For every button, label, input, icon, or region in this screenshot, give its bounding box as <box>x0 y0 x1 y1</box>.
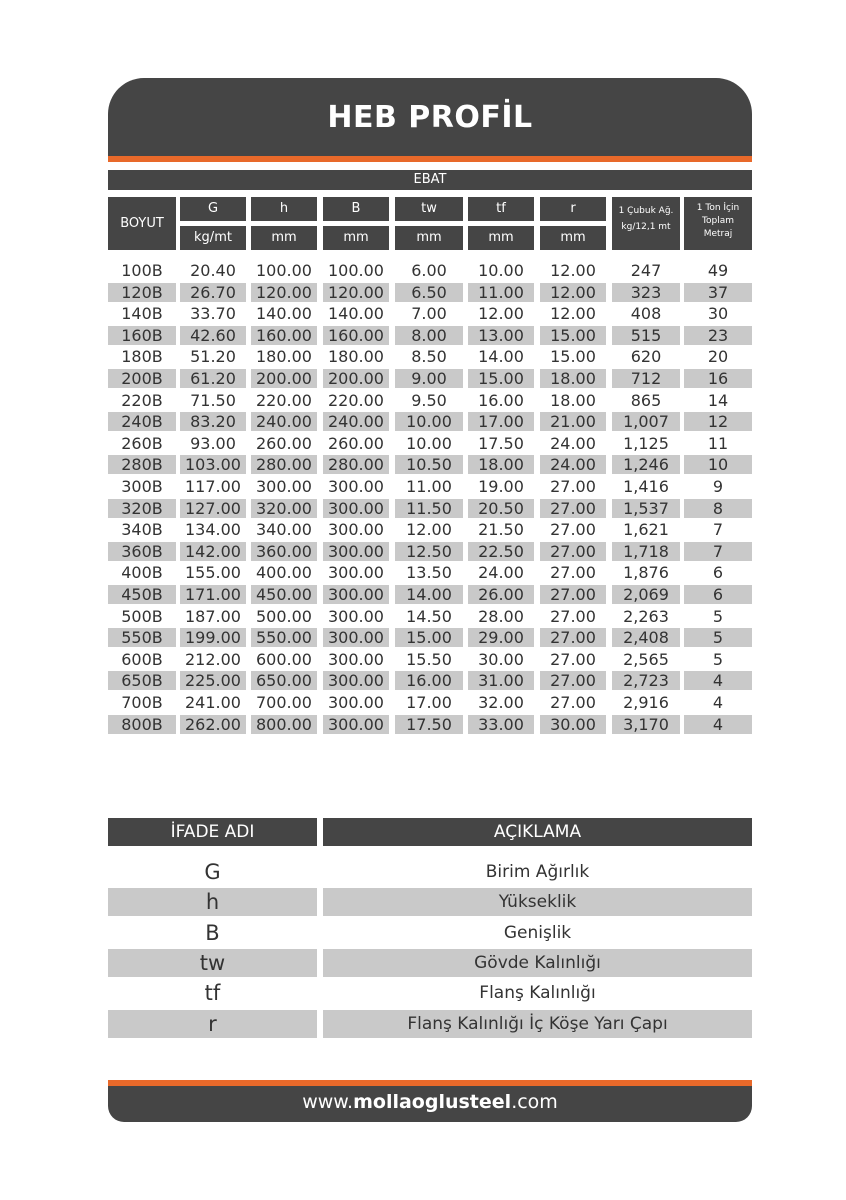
cell-ton-metraj: 30 <box>707 304 729 324</box>
cell-r: 27.00 <box>540 628 606 647</box>
cell-boyut: 160B <box>108 326 176 345</box>
legend-description: Birim Ağırlık <box>485 862 590 882</box>
cell-ton-metraj: 11 <box>707 433 729 453</box>
cell-cubuk-weight: 1,718 <box>612 542 680 561</box>
legend-symbol: G <box>204 860 221 884</box>
cell-r: 12.00 <box>550 304 596 324</box>
col-unit-g: kg/mt <box>180 226 246 250</box>
cell-g: 171.00 <box>180 585 246 604</box>
cell-tf: 33.00 <box>468 715 534 734</box>
cell-r: 15.00 <box>550 347 596 367</box>
cell-boyut: 100B <box>121 261 163 280</box>
cell-cubuk-weight: 1,125 <box>623 433 669 453</box>
cell-g: 262.00 <box>180 715 246 734</box>
cell-cubuk-weight: 247 <box>630 261 662 280</box>
cell-boyut: 280B <box>108 455 176 474</box>
cell-boyut: 180B <box>121 347 163 367</box>
legend-description: Gövde Kalınlığı <box>323 949 752 977</box>
cell-tw: 17.50 <box>395 715 463 734</box>
cell-boyut: 400B <box>121 563 163 583</box>
cell-g: 83.20 <box>180 412 246 431</box>
cell-ton-metraj: 6 <box>684 585 752 604</box>
cell-r: 27.00 <box>550 693 596 712</box>
cell-h: 400.00 <box>256 563 312 583</box>
cell-r: 27.00 <box>550 520 596 540</box>
page-title: HEB PROFİL <box>327 100 533 135</box>
url-suffix: .com <box>511 1091 558 1113</box>
cell-boyut: 700B <box>121 693 163 712</box>
cell-h: 220.00 <box>256 390 312 410</box>
cell-cubuk-weight: 323 <box>612 283 680 302</box>
cell-tf: 10.00 <box>478 261 524 280</box>
cell-tf: 17.00 <box>468 412 534 431</box>
cell-cubuk-weight: 2,565 <box>623 649 669 669</box>
cell-tw: 15.50 <box>406 649 452 669</box>
cell-tf: 20.50 <box>468 499 534 518</box>
cell-tw: 11.50 <box>395 499 463 518</box>
col-header-b: B <box>323 197 389 221</box>
cell-b: 300.00 <box>323 628 389 647</box>
cell-cubuk-weight: 1,621 <box>623 520 669 540</box>
cell-tw: 9.50 <box>411 390 447 410</box>
cell-b: 220.00 <box>328 390 384 410</box>
cell-b: 160.00 <box>323 326 389 345</box>
cell-h: 140.00 <box>256 304 312 324</box>
col-unit-b: mm <box>323 226 389 250</box>
cell-h: 500.00 <box>256 606 312 626</box>
table-row <box>108 412 752 431</box>
table-row <box>108 607 752 626</box>
cell-ton-metraj: 23 <box>684 326 752 345</box>
col-header-boyut: BOYUT <box>108 197 176 250</box>
cell-cubuk-weight: 2,069 <box>612 585 680 604</box>
cell-tw: 17.00 <box>406 693 452 712</box>
table-row <box>108 369 752 388</box>
cell-ton-metraj: 5 <box>712 606 724 626</box>
col-header-tf: tf <box>468 197 534 221</box>
cell-boyut: 360B <box>108 542 176 561</box>
cell-tf: 11.00 <box>468 283 534 302</box>
col-unit-tf: mm <box>468 226 534 250</box>
table-row <box>108 434 752 453</box>
cell-cubuk-weight: 1,416 <box>623 477 669 496</box>
cell-tw: 7.00 <box>411 304 447 324</box>
legend-symbol: h <box>108 888 317 916</box>
cell-tw: 8.00 <box>395 326 463 345</box>
table-row <box>108 650 752 669</box>
legend-row <box>108 949 752 977</box>
cell-r: 12.00 <box>550 261 596 280</box>
cell-tw: 11.00 <box>406 477 452 496</box>
cell-tw: 14.00 <box>395 585 463 604</box>
cell-tf: 22.50 <box>468 542 534 561</box>
cell-boyut: 200B <box>108 369 176 388</box>
legend-symbol: r <box>108 1010 317 1038</box>
cell-cubuk-weight: 1,537 <box>612 499 680 518</box>
cell-tf: 32.00 <box>478 693 524 712</box>
cell-h: 120.00 <box>251 283 317 302</box>
cell-b: 300.00 <box>328 563 384 583</box>
cell-tw: 10.00 <box>395 412 463 431</box>
cell-b: 120.00 <box>323 283 389 302</box>
cell-ton-metraj: 5 <box>684 628 752 647</box>
cell-ton-metraj: 37 <box>684 283 752 302</box>
cell-tw: 10.00 <box>406 433 452 453</box>
cell-boyut: 260B <box>121 433 163 453</box>
cell-r: 27.00 <box>540 671 606 690</box>
cell-boyut: 300B <box>121 477 163 496</box>
cell-b: 100.00 <box>328 261 384 280</box>
cell-g: 199.00 <box>180 628 246 647</box>
cell-r: 27.00 <box>550 606 596 626</box>
cell-tf: 15.00 <box>468 369 534 388</box>
cell-tw: 12.50 <box>395 542 463 561</box>
url-brand: mollaoglusteel <box>353 1091 512 1113</box>
cell-h: 340.00 <box>256 520 312 540</box>
cell-r: 27.00 <box>550 563 596 583</box>
legend-row <box>108 888 752 916</box>
cell-r: 15.00 <box>540 326 606 345</box>
cell-g: 20.40 <box>190 261 236 280</box>
cell-ton-metraj: 14 <box>707 390 729 410</box>
cell-boyut: 320B <box>108 499 176 518</box>
cell-b: 180.00 <box>328 347 384 367</box>
cell-boyut: 120B <box>108 283 176 302</box>
cell-h: 200.00 <box>251 369 317 388</box>
cell-g: 103.00 <box>180 455 246 474</box>
cell-g: 142.00 <box>180 542 246 561</box>
cell-tw: 6.50 <box>395 283 463 302</box>
cell-h: 360.00 <box>251 542 317 561</box>
cell-ton-metraj: 6 <box>712 563 724 583</box>
cell-tw: 13.50 <box>406 563 452 583</box>
cell-boyut: 220B <box>121 390 163 410</box>
table-row <box>108 455 752 474</box>
cell-b: 280.00 <box>323 455 389 474</box>
cell-g: 134.00 <box>185 520 241 540</box>
cell-r: 30.00 <box>540 715 606 734</box>
col-header-r: r <box>540 197 606 221</box>
cell-tf: 28.00 <box>478 606 524 626</box>
cell-h: 320.00 <box>251 499 317 518</box>
cell-b: 300.00 <box>323 542 389 561</box>
table-row <box>108 326 752 345</box>
cell-boyut: 600B <box>121 649 163 669</box>
cell-h: 240.00 <box>251 412 317 431</box>
cell-tw: 8.50 <box>411 347 447 367</box>
cell-b: 200.00 <box>323 369 389 388</box>
cell-tw: 9.00 <box>395 369 463 388</box>
cell-r: 27.00 <box>540 499 606 518</box>
cell-tw: 10.50 <box>395 455 463 474</box>
cell-cubuk-weight: 1,246 <box>612 455 680 474</box>
legend-symbol: tw <box>108 949 317 977</box>
cell-r: 24.00 <box>550 433 596 453</box>
cell-g: 71.50 <box>190 390 236 410</box>
table-row <box>108 391 752 410</box>
cell-ton-metraj: 4 <box>684 715 752 734</box>
cell-boyut: 550B <box>108 628 176 647</box>
cell-h: 800.00 <box>251 715 317 734</box>
cell-boyut: 240B <box>108 412 176 431</box>
table-row <box>108 585 752 604</box>
cell-ton-metraj: 12 <box>684 412 752 431</box>
cell-cubuk-weight: 620 <box>630 347 662 367</box>
cell-cubuk-weight: 712 <box>612 369 680 388</box>
cell-b: 300.00 <box>328 693 384 712</box>
table-row <box>108 693 752 712</box>
cell-g: 241.00 <box>185 693 241 712</box>
cell-r: 18.00 <box>550 390 596 410</box>
cell-cubuk-weight: 408 <box>630 304 662 324</box>
cell-cubuk-weight: 2,408 <box>612 628 680 647</box>
cell-r: 27.00 <box>550 649 596 669</box>
legend-header-desc: AÇIKLAMA <box>323 818 752 846</box>
cell-h: 300.00 <box>256 477 312 496</box>
cell-cubuk-weight: 2,916 <box>623 693 669 712</box>
table-row <box>108 499 752 518</box>
cell-b: 140.00 <box>328 304 384 324</box>
cell-ton-metraj: 4 <box>684 671 752 690</box>
cell-b: 300.00 <box>328 477 384 496</box>
cell-ton-metraj: 49 <box>707 261 729 280</box>
col-unit-tw: mm <box>395 226 463 250</box>
table-row <box>108 283 752 302</box>
cell-tw: 15.00 <box>395 628 463 647</box>
col-header-cubuk-line1: 1 Çubuk Ağ. <box>618 206 674 216</box>
cell-ton-metraj: 16 <box>684 369 752 388</box>
cell-r: 21.00 <box>540 412 606 431</box>
col-header-ton <box>684 197 752 250</box>
cell-h: 160.00 <box>251 326 317 345</box>
cell-ton-metraj: 5 <box>712 649 724 669</box>
cell-h: 280.00 <box>251 455 317 474</box>
cell-r: 18.00 <box>540 369 606 388</box>
legend-row <box>108 979 752 1007</box>
cell-r: 27.00 <box>550 477 596 496</box>
cell-h: 260.00 <box>256 433 312 453</box>
cell-g: 93.00 <box>190 433 236 453</box>
cell-ton-metraj: 9 <box>712 477 724 496</box>
cell-b: 300.00 <box>323 585 389 604</box>
cell-b: 300.00 <box>328 606 384 626</box>
col-header-tw: tw <box>395 197 463 221</box>
cell-r: 27.00 <box>540 585 606 604</box>
cell-tf: 31.00 <box>468 671 534 690</box>
table-row <box>108 542 752 561</box>
title-banner <box>108 78 752 156</box>
legend-header-name: İFADE ADI <box>108 818 317 846</box>
cell-g: 33.70 <box>190 304 236 324</box>
legend-row <box>108 1010 752 1038</box>
cell-tf: 14.00 <box>478 347 524 367</box>
cell-ton-metraj: 10 <box>684 455 752 474</box>
col-header-cubuk-line2: kg/12,1 mt <box>621 222 671 232</box>
cell-tf: 30.00 <box>478 649 524 669</box>
cell-boyut: 140B <box>121 304 163 324</box>
cell-r: 12.00 <box>540 283 606 302</box>
cell-boyut: 800B <box>108 715 176 734</box>
cell-tf: 29.00 <box>468 628 534 647</box>
cell-g: 51.20 <box>190 347 236 367</box>
table-row <box>108 477 752 496</box>
table-row <box>108 304 752 323</box>
legend-row <box>108 858 752 886</box>
legend-description: Yükseklik <box>323 888 752 916</box>
legend-symbol: tf <box>204 981 221 1006</box>
legend-description: Flanş Kalınlığı İç Köşe Yarı Çapı <box>323 1010 752 1038</box>
ebat-header: EBAT <box>108 170 752 190</box>
cell-tw: 14.50 <box>406 606 452 626</box>
cell-b: 300.00 <box>323 499 389 518</box>
cell-cubuk-weight: 2,723 <box>612 671 680 690</box>
cell-tf: 18.00 <box>468 455 534 474</box>
cell-b: 300.00 <box>328 649 384 669</box>
col-header-cubuk <box>612 197 680 250</box>
cell-b: 300.00 <box>328 520 384 540</box>
cell-cubuk-weight: 2,263 <box>623 606 669 626</box>
cell-tw: 12.00 <box>406 520 452 540</box>
footer-website[interactable] <box>108 1086 752 1122</box>
cell-b: 260.00 <box>328 433 384 453</box>
cell-h: 180.00 <box>256 347 312 367</box>
cell-b: 240.00 <box>323 412 389 431</box>
cell-boyut: 650B <box>108 671 176 690</box>
cell-ton-metraj: 20 <box>707 347 729 367</box>
cell-b: 300.00 <box>323 715 389 734</box>
cell-g: 225.00 <box>180 671 246 690</box>
col-header-ton-line3: Metraj <box>703 229 733 239</box>
legend-row <box>108 919 752 947</box>
cell-g: 42.60 <box>180 326 246 345</box>
cell-h: 650.00 <box>251 671 317 690</box>
col-header-h: h <box>251 197 317 221</box>
cell-tf: 16.00 <box>478 390 524 410</box>
cell-g: 61.20 <box>180 369 246 388</box>
cell-g: 212.00 <box>185 649 241 669</box>
legend-description: Flanş Kalınlığı <box>479 983 596 1004</box>
col-header-g: G <box>180 197 246 221</box>
cell-r: 27.00 <box>540 542 606 561</box>
cell-h: 600.00 <box>256 649 312 669</box>
col-header-ton-line1: 1 Ton İçin <box>696 203 740 213</box>
cell-tf: 26.00 <box>468 585 534 604</box>
table-row <box>108 671 752 690</box>
cell-h: 550.00 <box>251 628 317 647</box>
col-unit-h: mm <box>251 226 317 250</box>
cell-ton-metraj: 8 <box>684 499 752 518</box>
cell-tw: 16.00 <box>395 671 463 690</box>
cell-h: 100.00 <box>256 261 312 280</box>
cell-tf: 21.50 <box>478 520 524 540</box>
cell-cubuk-weight: 1,876 <box>623 563 669 583</box>
cell-g: 155.00 <box>185 563 241 583</box>
cell-g: 26.70 <box>180 283 246 302</box>
cell-cubuk-weight: 1,007 <box>612 412 680 431</box>
cell-r: 24.00 <box>540 455 606 474</box>
table-row <box>108 628 752 647</box>
table-row <box>108 715 752 734</box>
col-unit-r: mm <box>540 226 606 250</box>
table-row <box>108 347 752 366</box>
cell-cubuk-weight: 515 <box>612 326 680 345</box>
cell-g: 127.00 <box>180 499 246 518</box>
table-row <box>108 261 752 280</box>
cell-cubuk-weight: 865 <box>630 390 662 410</box>
col-header-ton-line2: Toplam <box>702 216 734 226</box>
table-row <box>108 563 752 582</box>
cell-tf: 24.00 <box>478 563 524 583</box>
url-prefix: www. <box>302 1091 354 1113</box>
cell-g: 117.00 <box>185 477 241 496</box>
cell-h: 450.00 <box>251 585 317 604</box>
accent-bar-top <box>108 156 752 162</box>
cell-ton-metraj: 4 <box>712 693 724 712</box>
cell-cubuk-weight: 3,170 <box>612 715 680 734</box>
cell-boyut: 450B <box>108 585 176 604</box>
cell-boyut: 500B <box>121 606 163 626</box>
cell-tf: 13.00 <box>468 326 534 345</box>
cell-tf: 12.00 <box>478 304 524 324</box>
cell-b: 300.00 <box>323 671 389 690</box>
cell-tf: 17.50 <box>478 433 524 453</box>
cell-ton-metraj: 7 <box>712 520 724 540</box>
legend-description: Genişlik <box>503 922 572 943</box>
cell-h: 700.00 <box>256 693 312 712</box>
cell-ton-metraj: 7 <box>684 542 752 561</box>
cell-tw: 6.00 <box>411 261 447 280</box>
cell-g: 187.00 <box>185 606 241 626</box>
cell-tf: 19.00 <box>478 477 524 496</box>
legend-symbol: B <box>205 920 220 945</box>
table-row <box>108 520 752 539</box>
cell-boyut: 340B <box>121 520 163 540</box>
